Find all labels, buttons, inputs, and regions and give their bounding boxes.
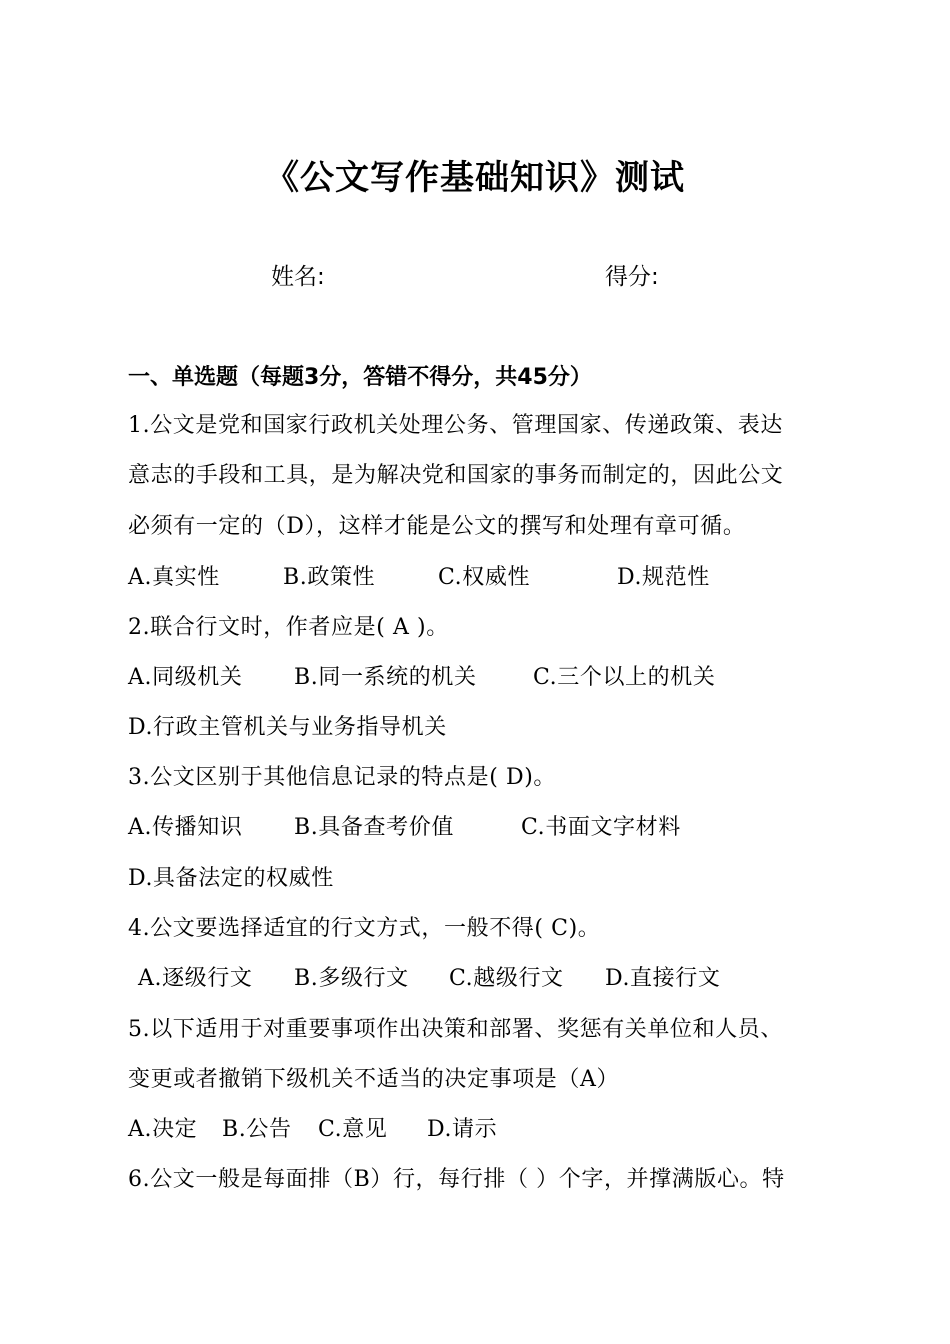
score-field-label: 得分: [605,264,659,290]
question-2-option-b: B.同一系统的机关 [294,665,477,690]
document-title: 《公文写作基础知识》测试 [265,158,685,198]
question-5-option-b: B.公告 [222,1117,292,1142]
question-5-line-2: 变更或者撤销下级机关不适当的决定事项是（A） [128,1067,620,1092]
question-5-option-c: C.意见 [318,1117,388,1142]
question-5-line-1: 5.以下适用于对重要事项作出决策和部署、奖惩有关单位和人员、 [128,1017,783,1042]
question-3-option-b: B.具备查考价值 [294,815,454,840]
question-1-line-1: 1.公文是党和国家行政机关处理公务、管理国家、传递政策、表达 [128,413,783,438]
question-1-line-3: 必须有一定的（D），这样才能是公文的撰写和处理有章可循。 [128,514,746,539]
section-heading: 一、单选题（每题3分，答错不得分，共45分） [128,365,592,390]
question-1-option-c: C.权威性 [438,565,531,590]
question-5-option-d: D.请示 [427,1117,498,1142]
question-1-option-a: A.真实性 [128,565,220,590]
question-1-option-b: B.政策性 [283,565,376,590]
question-6-line-1: 6.公文一般是每面排（B）行，每行排（ ）个字，并撑满版心。特 [128,1167,785,1192]
question-4-option-b: B.多级行文 [294,966,409,991]
question-4-option-c: C.越级行文 [449,966,564,991]
question-4-option-d: D.直接行文 [605,966,721,991]
question-3-line-1: 3.公文区别于其他信息记录的特点是( D)。 [128,765,556,790]
name-field-label: 姓名: [271,264,325,290]
question-4-line-1: 4.公文要选择适宜的行文方式，一般不得( C)。 [128,916,601,941]
question-2-option-c: C.三个以上的机关 [533,665,716,690]
question-1-line-2: 意志的手段和工具，是为解决党和国家的事务而制定的，因此公文 [128,463,784,488]
question-2-line-1: 2.联合行文时，作者应是( A )。 [128,615,449,640]
question-3-option-c: C.书面文字材料 [521,815,681,840]
question-4-option-a: A.逐级行文 [138,966,253,991]
question-2-option-a: A.同级机关 [128,665,243,690]
question-1-option-d: D.规范性 [617,565,710,590]
question-5-option-a: A.决定 [128,1117,198,1142]
question-3-option-a: A.传播知识 [128,815,243,840]
question-3-option-d: D.具备法定的权威性 [128,866,334,891]
question-2-option-d: D.行政主管机关与业务指导机关 [128,715,447,740]
